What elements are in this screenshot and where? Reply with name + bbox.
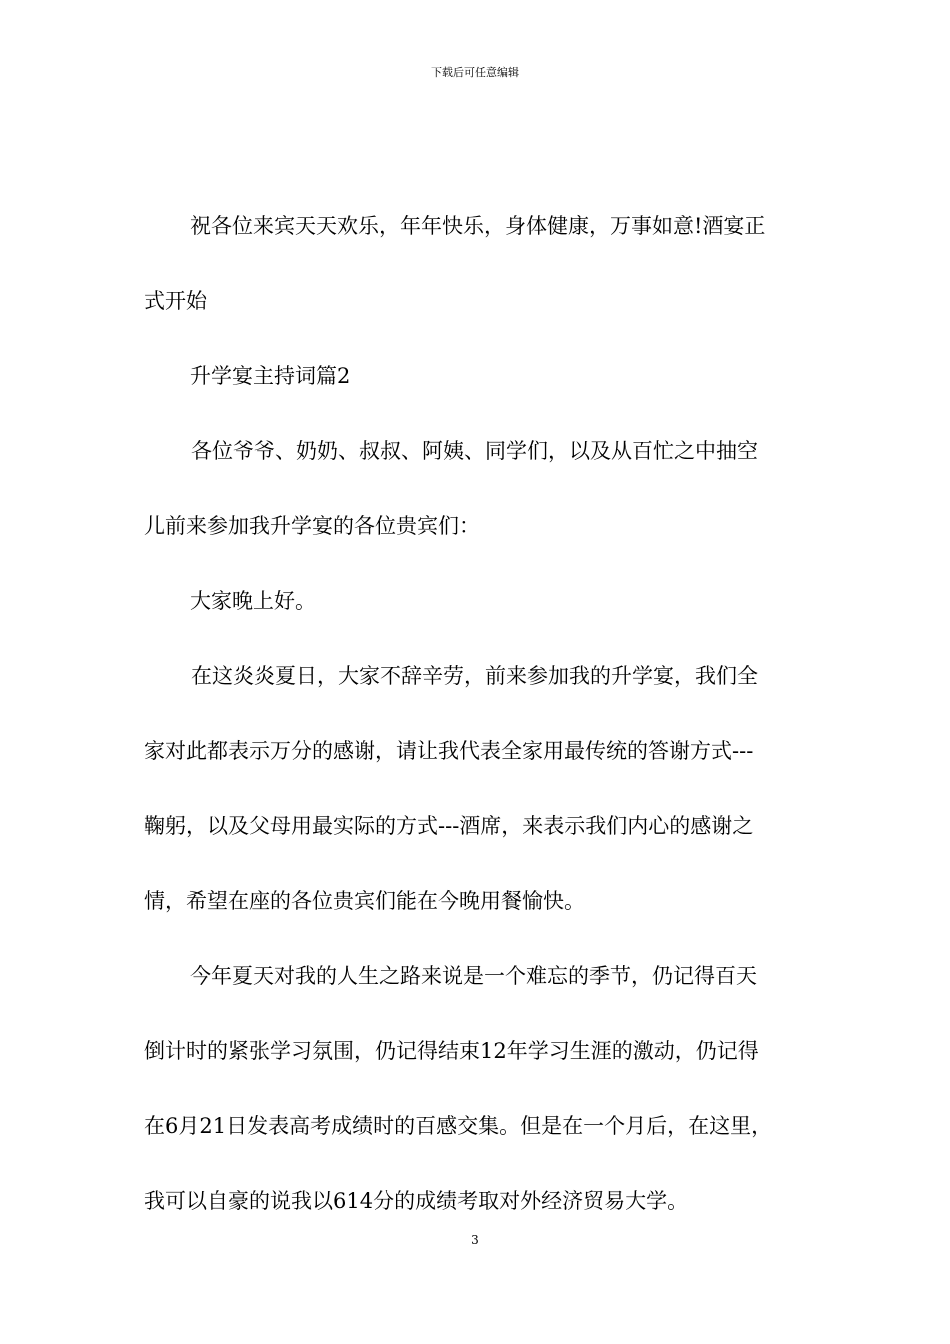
paragraph-line: 式开始 xyxy=(144,289,207,313)
paragraph-line: 大家晚上好。 xyxy=(190,589,316,613)
paragraph-line: 倒计时的紧张学习氛围，仍记得结束12年学习生涯的激动，仍记得 xyxy=(144,1039,759,1063)
paragraph-line: 家对此都表示万分的感谢，请让我代表全家用最传统的答谢方式--- xyxy=(144,739,754,763)
paragraph-line: 各位爷爷、奶奶、叔叔、阿姨、同学们，以及从百忙之中抽空 xyxy=(191,439,758,463)
paragraph-line: 儿前来参加我升学宴的各位贵宾们： xyxy=(144,514,480,538)
paragraph-line: 在这炎炎夏日，大家不辞辛劳，前来参加我的升学宴，我们全 xyxy=(191,664,758,688)
paragraph-line: 祝各位来宾天天欢乐，年年快乐，身体健康，万事如意!酒宴正 xyxy=(190,214,766,238)
header-note: 下载后可任意编辑 xyxy=(431,66,519,79)
page-number: 3 xyxy=(471,1233,479,1247)
paragraph-line: 情，希望在座的各位贵宾们能在今晚用餐愉快。 xyxy=(144,889,585,913)
section-heading: 升学宴主持词篇2 xyxy=(190,364,351,388)
paragraph-line: 今年夏天对我的人生之路来说是一个难忘的季节，仍记得百天 xyxy=(190,964,757,988)
paragraph-line: 我可以自豪的说我以614分的成绩考取对外经济贸易大学。 xyxy=(144,1189,689,1213)
paragraph-line: 鞠躬，以及父母用最实际的方式---酒席，来表示我们内心的感谢之 xyxy=(144,814,754,838)
paragraph-line: 在6月21日发表高考成绩时的百感交集。但是在一个月后，在这里， xyxy=(144,1114,773,1138)
